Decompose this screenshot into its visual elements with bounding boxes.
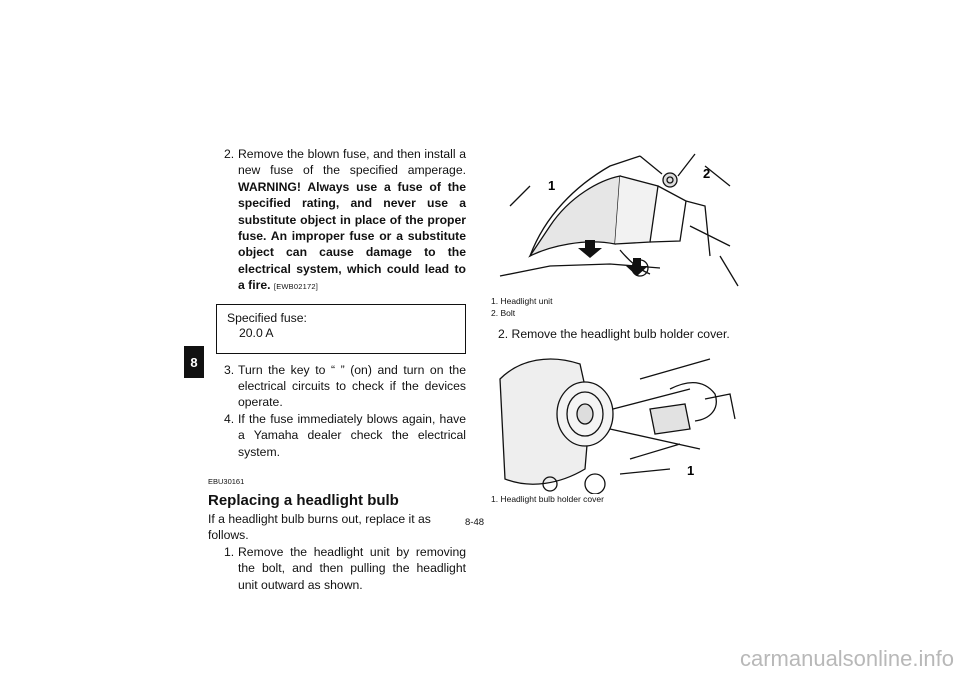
step-2-right: 2. Remove the headlight bulb holder cover. bbox=[498, 327, 730, 341]
figure2-captions bbox=[490, 494, 740, 506]
caption-bulb-holder-cover: 1. Headlight bulb holder cover bbox=[491, 494, 604, 504]
chapter-tab: 8 bbox=[184, 346, 204, 378]
caption-headlight-unit: 1. Headlight unit bbox=[491, 296, 553, 306]
headlight-unit-figure bbox=[490, 146, 740, 296]
warning-code: [EWB02172] bbox=[273, 282, 319, 292]
section-intro: If a headlight bulb burns out, replace it as follows. bbox=[208, 511, 431, 543]
figure1-captions bbox=[490, 296, 740, 319]
page-number: 8-48 bbox=[465, 517, 485, 528]
watermark: carmanualsonline.info bbox=[739, 646, 954, 671]
callout-1: 1 bbox=[548, 178, 556, 193]
callout-1: 1 bbox=[687, 463, 695, 478]
step-1-text: Remove the headlight unit by removing the bolt, and then pulling the headlight unit outward as shown. bbox=[238, 544, 466, 592]
callout-2: 2 bbox=[703, 166, 711, 181]
fuse-warning: WARNING! Always use a fuse of the specified rating, and never use a substitute object in place of the proper fuse. An improper fuse or a substitute object can cause damage to the electrical system, which could lead to a fire. bbox=[238, 179, 466, 293]
headlight-unit-illustration bbox=[490, 146, 740, 296]
bulb-holder-illustration bbox=[490, 349, 740, 494]
spec-label: Specified fuse: bbox=[227, 310, 307, 325]
bulb-holder-figure bbox=[490, 349, 740, 494]
spec-box bbox=[216, 304, 466, 354]
step-1: 1. Remove the headlight unit by removing the bolt, and then pulling the headlight unit outward as shown. bbox=[224, 544, 466, 592]
step-2: 2. Remove the blown fuse, and then install a new fuse of the specified amperage. WARNING! Always use a fuse of the specified rating, and never use a substitute object in place of the proper fuse. An improper fuse or a substitute object can cause damage to the electrical system, which could lead to a fire. [EWB02172] bbox=[224, 147, 466, 293]
step-3: 3. Turn the key to “ ” (on) and turn on the electrical circuits to check if the devices operate. bbox=[224, 362, 466, 410]
section-code: EBU30161 bbox=[208, 477, 245, 487]
step-2-text: Remove the blown fuse, and then install a new fuse of the specified amperage. bbox=[238, 147, 466, 178]
step-4: 4. If the fuse immediately blows again, have a Yamaha dealer check the electrical system. bbox=[224, 411, 466, 459]
step-3-text: Turn the key to “ ” (on) and turn on the electrical circuits to check if the devices operate. bbox=[238, 362, 466, 410]
caption-bolt: 2. Bolt bbox=[491, 307, 516, 318]
step-4-text: If the fuse immediately blows again, have a Yamaha dealer check the electrical system. bbox=[238, 411, 466, 459]
spec-value: 20.0 A bbox=[239, 325, 274, 340]
left-column bbox=[208, 146, 466, 593]
right-column bbox=[490, 146, 740, 506]
section-title: Replacing a headlight bulb bbox=[208, 491, 399, 509]
